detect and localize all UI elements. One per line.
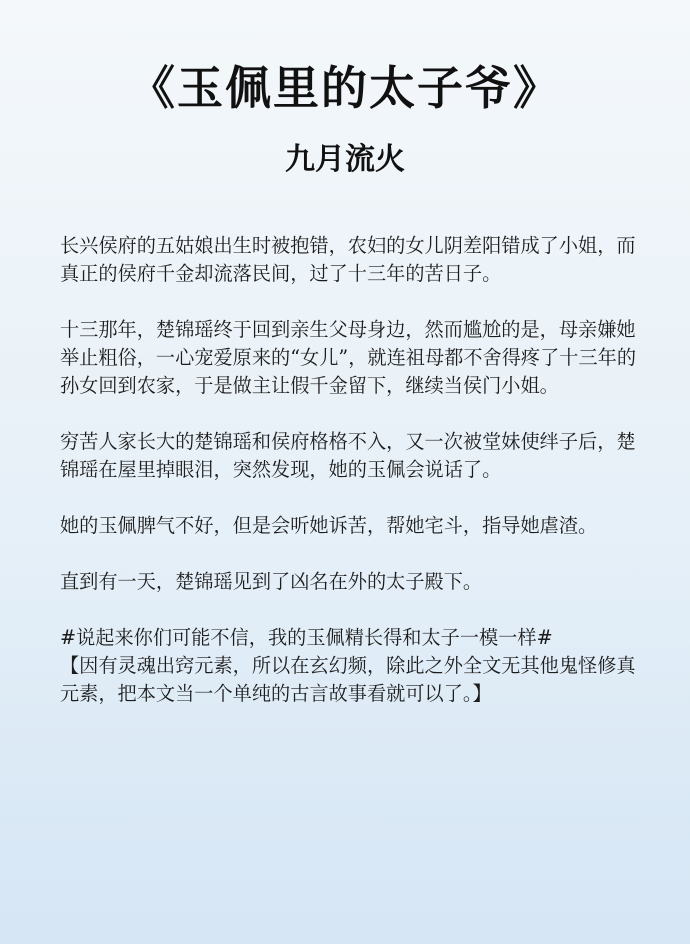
tagline: #说起来你们可能不信，我的玉佩精长得和太子一模一样#: [60, 626, 553, 649]
synopsis-paragraph-1: 长兴侯府的五姑娘出生时被抱错，农妇的女儿阴差阳错成了小姐，而真正的侯府千金却流落民间，过了十三年的苦日子。: [60, 234, 636, 285]
synopsis-paragraph-4: 她的玉佩脾气不好，但是会听她诉苦，帮她宅斗，指导她虐渣。: [60, 514, 598, 537]
synopsis-paragraph-5: 直到有一天，楚锦瑶见到了凶名在外的太子殿下。: [60, 570, 483, 593]
author-name: 九月流火: [285, 142, 405, 177]
book-title: 《玉佩里的太子爷》: [129, 61, 561, 115]
synopsis-paragraph-2: 十三那年，楚锦瑶终于回到亲生父母身边，然而尴尬的是，母亲嫌她举止粗俗，一心宠爱原来的“女儿”，就连祖母都不舍得疼了十三年的孙女回到农家，于是做主让假千金留下，继续当侯门小姐。: [60, 318, 637, 397]
synopsis-paragraph-3: 穷苦人家长大的楚锦瑶和侯府格格不入，又一次被堂妹使绊子后，楚锦瑶在屋里掉眼泪，突然发现，她的玉佩会说话了。: [60, 430, 636, 481]
synopsis: [60, 232, 648, 708]
author-note: 【因有灵魂出窍元素，所以在玄幻频，除此之外全文无其他鬼怪修真元素，把本文当一个单纯的古言故事看就可以了。】: [60, 654, 636, 705]
